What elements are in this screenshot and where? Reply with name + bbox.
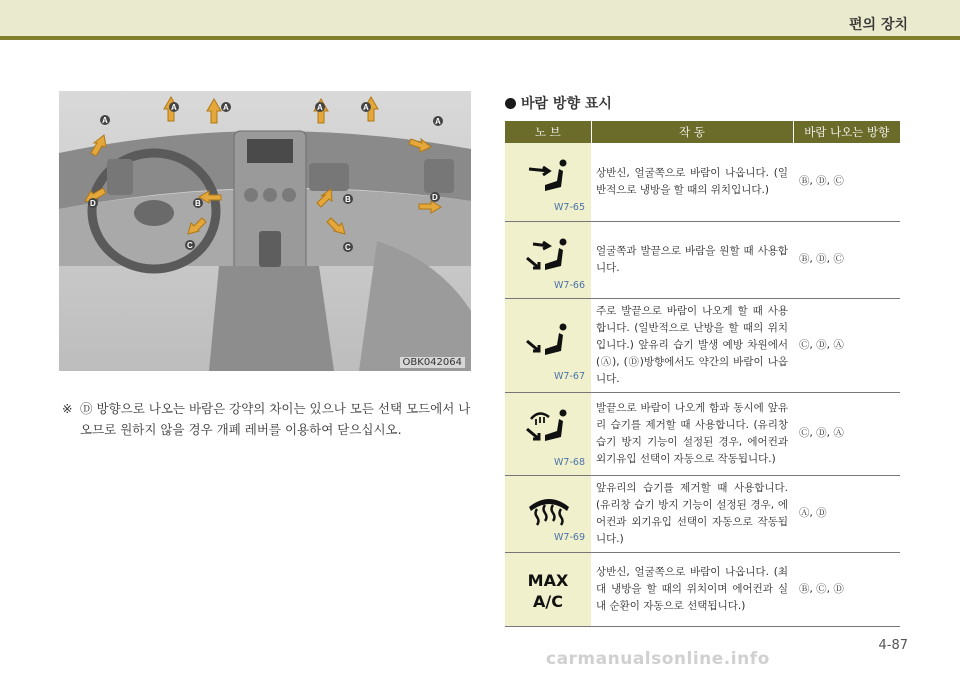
svg-text:C: C — [345, 243, 351, 252]
callout-a-5 — [100, 115, 110, 125]
bi-level-icon — [523, 234, 575, 278]
mode-code: W7-65 — [554, 202, 585, 214]
callout-b-1 — [193, 198, 203, 208]
header-knob: 노 브 — [505, 121, 591, 143]
callout-c-1 — [185, 240, 195, 250]
table-row — [505, 552, 900, 626]
callout-a-3 — [315, 102, 325, 112]
callout-b-2 — [343, 194, 353, 204]
operation-cell: 얼굴쪽과 발끝으로 바람을 원할 때 사용합니다. — [591, 221, 793, 298]
caution-note — [62, 398, 472, 440]
operation-cell: 상반신, 얼굴쪽으로 바람이 나옵니다. (일반적으로 냉방을 할 때의 위치입니다.) — [591, 143, 793, 221]
operation-cell: 주로 발끝으로 바람이 나오게 할 때 사용합니다. (일반적으로 난방을 할 때의 위치입니다.) 앞유리 습기 발생 예방 차원에서 (Ⓐ), (Ⓓ)방향에서도 약간의 바람이 나옵니다. — [591, 298, 793, 392]
section-title: 편의 장치 — [849, 17, 908, 33]
section-heading-text: 바람 방향 표시 — [521, 96, 612, 112]
page-number: 4-87 — [878, 638, 908, 653]
svg-text:D: D — [432, 193, 438, 202]
note-text: Ⓓ 방향으로 나오는 바람은 강약의 차이는 있으나 모든 선택 모드에서 나오므로 원하지 않을 경우 개폐 레버를 이용하여 닫으십시오. — [80, 401, 471, 437]
callout-c-2 — [343, 242, 353, 252]
svg-text:D: D — [90, 199, 96, 208]
direction-cell: Ⓑ, Ⓒ, Ⓓ — [793, 552, 900, 626]
floor-vent-icon — [523, 319, 575, 369]
face-vent-icon — [523, 155, 575, 199]
dashboard-figure — [59, 91, 471, 371]
operation-cell: 앞유리의 습기를 제거할 때 사용합니다. (유리창 습기 방지 기능이 설정된 경우, 에어컨과 외기유입 선택이 자동으로 작동됩니다.) — [591, 475, 793, 552]
svg-text:B: B — [195, 199, 201, 208]
callout-a-4 — [361, 102, 371, 112]
direction-cell: Ⓒ, Ⓓ, Ⓐ — [793, 392, 900, 475]
header-direction: 바람 나오는 방향 — [793, 121, 900, 143]
direction-cell: Ⓑ, Ⓓ, Ⓒ — [793, 221, 900, 298]
callout-a-2 — [221, 102, 231, 112]
svg-text:A: A — [171, 103, 177, 112]
svg-text:A: A — [223, 103, 229, 112]
table-row — [505, 298, 900, 392]
table-row — [505, 392, 900, 475]
figure-code: OBK042064 — [400, 357, 465, 368]
mode-cell — [505, 552, 591, 626]
callout-d-2 — [430, 192, 440, 202]
direction-cell: Ⓑ, Ⓓ, Ⓒ — [793, 143, 900, 221]
callout-a-6 — [433, 116, 443, 126]
note-mark: ※ — [62, 401, 73, 416]
mode-code: W7-69 — [554, 532, 585, 543]
svg-text:A: A — [102, 116, 108, 125]
direction-cell: Ⓐ, Ⓓ — [793, 475, 900, 552]
direction-cell: Ⓒ, Ⓓ, Ⓐ — [793, 298, 900, 392]
airflow-mode-table — [505, 121, 900, 627]
watermark: carmanualsonline.info — [546, 649, 770, 669]
svg-text:C: C — [187, 241, 193, 250]
table-row — [505, 221, 900, 298]
bullet-icon — [505, 98, 516, 109]
svg-text:A: A — [317, 103, 323, 112]
max-ac-label — [505, 566, 591, 612]
table-header-row — [505, 121, 900, 143]
mode-cell — [505, 143, 591, 221]
table-row — [505, 143, 900, 221]
defrost-icon — [523, 489, 575, 529]
mode-code: W7-67 — [554, 371, 585, 382]
operation-cell: 발끝으로 바람이 나오게 함과 동시에 앞유리 습기를 제거할 때 사용합니다. (유리창 습기 방지 기능이 설정된 경우, 에어컨과 외기유입 선택이 자동으로 작동됩니다.) — [591, 392, 793, 475]
callout-d-1 — [88, 198, 98, 208]
svg-text:A: A — [363, 103, 369, 112]
dashboard-illustration — [59, 91, 471, 371]
max-ac-line1: MAX — [527, 571, 569, 590]
mode-cell — [505, 392, 591, 475]
floor-defrost-icon — [523, 405, 575, 451]
operation-cell: 상반신, 얼굴쪽으로 바람이 나옵니다. (최대 냉방을 할 때의 위치이며 에어컨과 실내 순환이 자동으로 선택됩니다.) — [591, 552, 793, 626]
mode-cell — [505, 221, 591, 298]
mode-cell — [505, 475, 591, 552]
header-operation: 작 동 — [591, 121, 793, 143]
svg-text:A: A — [435, 117, 441, 126]
mode-cell — [505, 298, 591, 392]
mode-code: W7-66 — [554, 279, 585, 291]
table-row — [505, 475, 900, 552]
svg-text:B: B — [345, 195, 351, 204]
max-ac-line2: A/C — [533, 592, 563, 611]
section-heading — [505, 93, 612, 113]
header-bar — [0, 0, 960, 40]
callout-a-1 — [169, 102, 179, 112]
mode-code: W7-68 — [554, 456, 585, 468]
